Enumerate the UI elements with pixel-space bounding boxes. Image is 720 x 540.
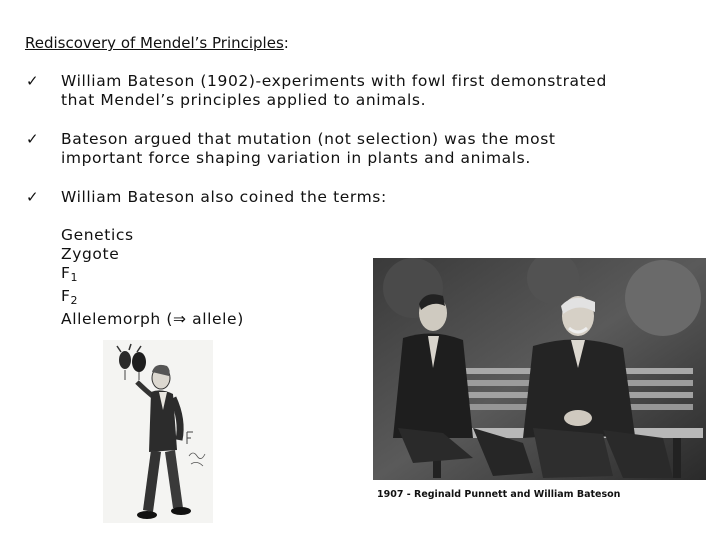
term-genetics: Genetics xyxy=(61,226,134,244)
term-f1-subscript: 1 xyxy=(70,271,79,284)
term-f2-subscript: 2 xyxy=(70,294,79,307)
bullet-line: William Bateson (1902)-experiments with fowl first demonstrated xyxy=(61,72,607,90)
checkmark-icon: ✓ xyxy=(26,188,39,206)
checkmark-icon: ✓ xyxy=(26,130,39,148)
punnett-bateson-photo xyxy=(373,258,706,480)
bullet-line: important force shaping variation in plants and animals. xyxy=(61,149,531,167)
bullet-item xyxy=(61,130,701,168)
photo-caption: 1907 - Reginald Punnett and William Bateson xyxy=(377,489,621,500)
terms-list xyxy=(61,226,244,329)
bateson-caricature-image xyxy=(103,340,213,523)
bullet-item xyxy=(61,188,701,207)
bullet-line: William Bateson also coined the terms: xyxy=(61,188,387,206)
slide-title-text: Rediscovery of Mendel’s Principles xyxy=(25,34,284,52)
slide-title xyxy=(25,34,289,52)
bullet-item xyxy=(61,72,701,110)
slide-title-colon: : xyxy=(283,34,289,52)
term-f2 xyxy=(61,287,244,310)
term-f2-base: F xyxy=(61,287,71,305)
term-allelemorph: Allelemorph (⇒ allele) xyxy=(61,310,244,328)
term-f1-base: F xyxy=(61,264,71,282)
term-zygote: Zygote xyxy=(61,245,120,263)
bullet-line: that Mendel’s principles applied to animals. xyxy=(61,91,427,109)
checkmark-icon: ✓ xyxy=(26,72,39,90)
bullet-line: Bateson argued that mutation (not selection) was the most xyxy=(61,130,556,148)
term-f1 xyxy=(61,264,244,287)
